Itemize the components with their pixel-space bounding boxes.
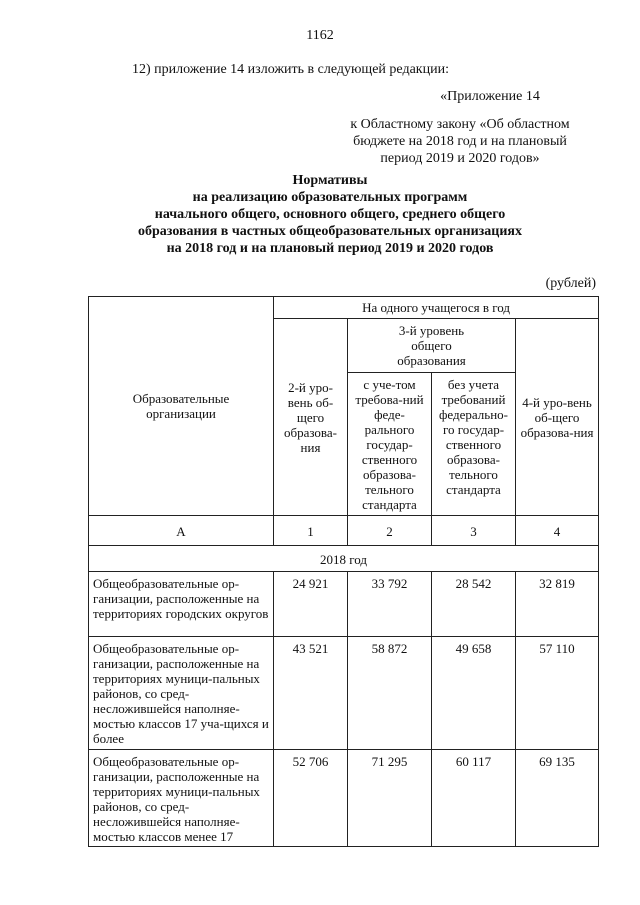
- organization-cell: Общеобразовательные ор-ганизации, расположенные на территориях городских округов: [89, 572, 274, 637]
- normatives-table: [88, 296, 599, 847]
- header-without-standard: без учета требований федерально-го государ-ственного образова-тельного стандарта: [432, 373, 516, 516]
- appendix-header: [330, 88, 590, 167]
- organization-cell: Общеобразовательные ор-ганизации, расположенные на территориях муници-пальных районов, со сред-несложившейся наполняе-мостью классов менее 17: [89, 750, 274, 847]
- value-cell: 28 542: [432, 572, 516, 637]
- appendix-line: «Приложение 14: [440, 89, 540, 104]
- value-cell: 58 872: [348, 637, 432, 750]
- table-row: [89, 750, 599, 847]
- column-code: 1: [274, 516, 348, 546]
- organization-cell: Общеобразовательные ор-ганизации, расположенные на территориях муници-пальных районов, со сред-несложившейся наполняе-мостью классов 17 уча-щихся и более: [89, 637, 274, 750]
- column-codes-row: [89, 516, 599, 546]
- header-level-3: 3-й уровень общего образования: [348, 319, 516, 373]
- title-line: Нормативы: [292, 173, 368, 188]
- title-line: начального общего, основного общего, среднего общего: [154, 207, 506, 222]
- header-with-standard: с уче-том требова-ний феде-рального государ-ственного образова-тельного стандарта: [348, 373, 432, 516]
- intro-text: 12) приложение 14 изложить в следующей редакции:: [132, 62, 449, 77]
- appendix-line: к Областному закону «Об областном: [350, 117, 570, 132]
- title-line: на реализацию образовательных программ: [192, 190, 468, 205]
- table-row: [89, 572, 599, 637]
- title-line: образования в частных общеобразовательных организациях: [138, 224, 522, 239]
- year-row: [89, 546, 599, 572]
- header-row-1: [89, 297, 599, 319]
- column-code: 2: [348, 516, 432, 546]
- title-line: на 2018 год и на плановый период 2019 и 2020 годов: [166, 241, 494, 256]
- header-level-2: 2-й уро-вень об-щего образова-ния: [274, 319, 348, 516]
- value-cell: 69 135: [516, 750, 599, 847]
- page-number: 1162: [306, 28, 334, 43]
- header-per-student: На одного учащегося в год: [274, 297, 599, 319]
- value-cell: 24 921: [274, 572, 348, 637]
- value-cell: 49 658: [432, 637, 516, 750]
- document-title: [60, 172, 600, 257]
- value-cell: 71 295: [348, 750, 432, 847]
- header-level-4: 4-й уро-вень об-щего образова-ния: [516, 319, 599, 516]
- column-code: 3: [432, 516, 516, 546]
- column-code: 4: [516, 516, 599, 546]
- value-cell: 43 521: [274, 637, 348, 750]
- units-label: (рублей): [545, 276, 596, 291]
- header-organizations: Образовательные организации: [89, 297, 274, 516]
- value-cell: 52 706: [274, 750, 348, 847]
- appendix-line: период 2019 и 2020 годов»: [380, 151, 540, 166]
- value-cell: 33 792: [348, 572, 432, 637]
- value-cell: 32 819: [516, 572, 599, 637]
- value-cell: 57 110: [516, 637, 599, 750]
- table-row: [89, 637, 599, 750]
- value-cell: 60 117: [432, 750, 516, 847]
- appendix-line: бюджете на 2018 год и на плановый: [353, 134, 567, 149]
- column-code: А: [89, 516, 274, 546]
- year-label: 2018 год: [89, 546, 599, 572]
